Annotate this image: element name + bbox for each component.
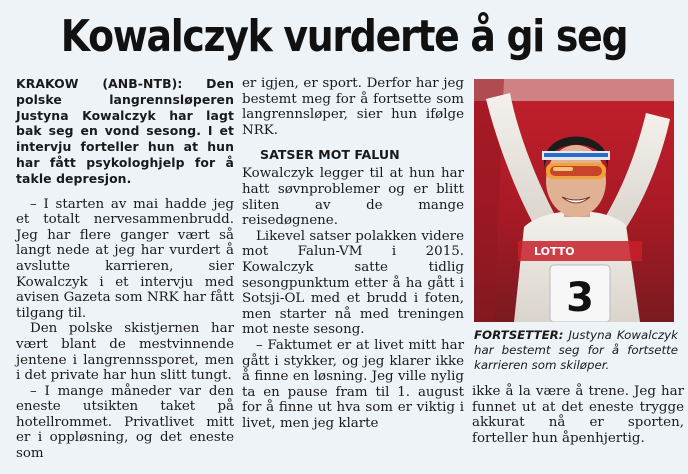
headline: Kowalczyk vurderte å gi seg	[60, 11, 628, 62]
svg-text:LOTTO: LOTTO	[534, 245, 575, 258]
body-paragraph: – I starten av mai hadde jeg et totalt nervesammenbrudd. Jeg har flere ganger vært så langt nede at jeg har vurdert å avslutte karrieren, sier Kowalczyk i et intervju med avisen Gazeta som NRK har fått tilgang til.	[16, 196, 234, 321]
caption-text: Justyna Kowalczyk har bestemt seg for å fortsette karrieren som skiløper.	[474, 328, 678, 372]
photo-caption	[474, 328, 678, 373]
column-3	[472, 384, 684, 446]
body-paragraph: er igjen, er sport. Derfor har jeg bestemt meg for å fortsette som langrennsløper, sier hun ifølge NRK.	[242, 76, 464, 138]
column-1	[16, 76, 234, 462]
subheading: SATSER MOT FALUN	[260, 147, 400, 163]
body-paragraph: Den polske skistjernen har vært blant de mestvinnende jentene i langrennssporet, men i det private har hun slitt tungt.	[16, 321, 234, 384]
bib-number: 3	[566, 275, 594, 321]
body-paragraph: Likevel satser polakken videre mot Falun-VM i 2015. Kowalczyk satte tidlig sesongpunktum etter å ha gått i Sotsji-OL med et brudd i foten, men starter nå med treningen mot neste sesong.	[242, 228, 464, 338]
body-paragraph: – Faktumet er at livet mitt har gått i stykker, og jeg klarer ikke å finne en løsning. Jeg ville nylig ta en pause fram til 1. august for å finne ut hva som er viktig i livet, men jeg klarte	[242, 337, 464, 431]
caption-label: FORTSETTER:	[474, 328, 564, 342]
body-paragraph: – I mange måneder var den eneste utsikten taket på hotellrommet. Privatlivet mitt er i oppløsning, og det eneste som	[16, 383, 234, 462]
athlete-photo	[474, 79, 674, 322]
column-2	[242, 76, 464, 431]
body-paragraph: ikke å la være å trene. Jeg har funnet ut at det eneste trygge akkurat nå er sporten, forteller hun åpenhjertig.	[472, 384, 684, 446]
lead-paragraph: KRAKOW (ANB-NTB): Den polske langrennsløperen Justyna Kowalczyk har lagt bak seg en vond sesong. I et intervju forteller hun at hun har fått psykologhjelp for å takle depresjon.	[16, 76, 234, 186]
body-paragraph: Kowalczyk legger til at hun har hatt søvnproblemer og er blitt sliten av de mange reisedøgnene.	[242, 166, 464, 229]
